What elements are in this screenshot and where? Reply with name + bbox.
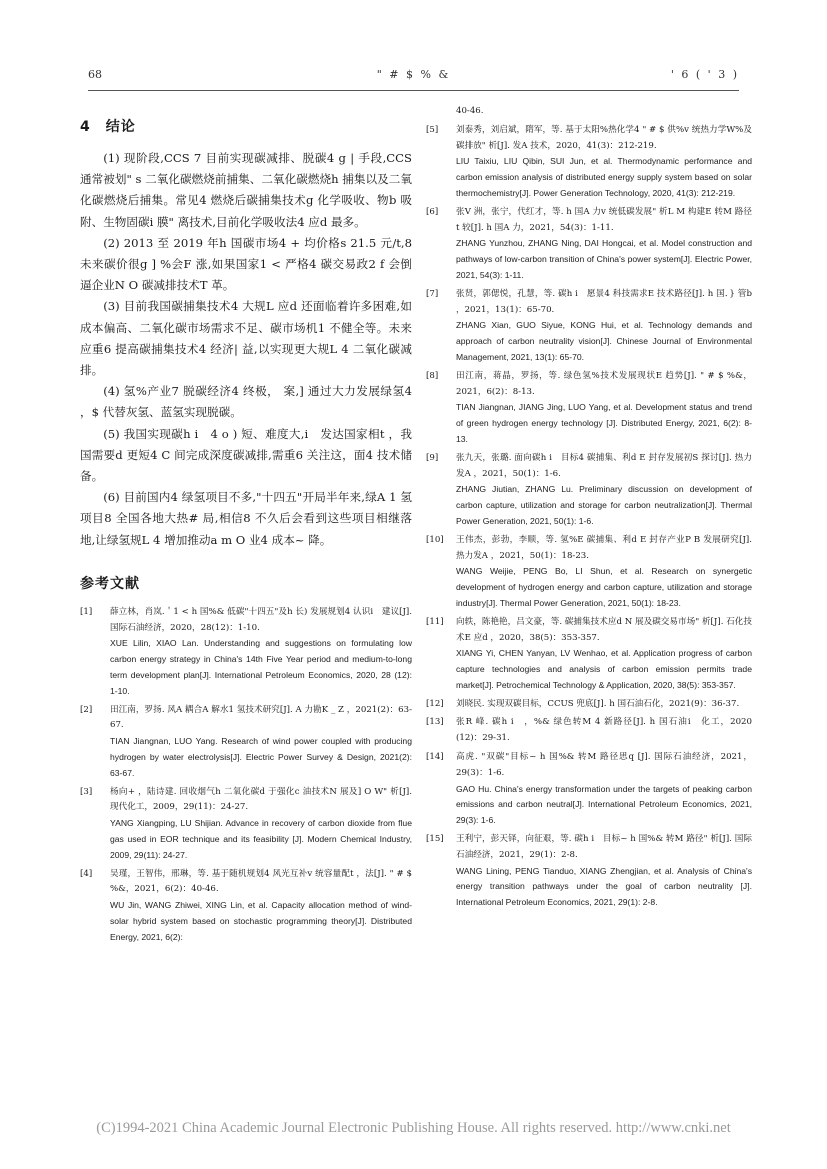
reference-english: XUE Lilin, XIAO Lan. Understanding and suggestions on formulating low carbon energy strategy in China's 14th Five Year period and medium-to-long term development plan[J]. International Petroleum Economics, 2020, 28 (12): 1-10. (110, 638, 412, 696)
reference-chinese: 刘晓民. 实现双碳目标，CCUS 兜底[J]. h 国石油石化，2021(9)：36-37. (456, 698, 740, 709)
reference-chinese: 刘泰秀，刘启斌，隋军，等. 基于太阳%热化学4 " # $ 供%v 统热力学W%及碳排放" 析[J]. 发A 技术，2020，41(3)：212-219. (456, 124, 752, 151)
reference-chinese: 杨向+ ，陆诗建. 回收烟气h 二氧化碳d 于强化c 油技术N 展及] O W" 析[J]. 现代化工，2009，29(11)：24-27. (110, 786, 412, 813)
reference-chinese: 向轶，陈艳艳，吕文豪，等. 碳捕集技术应d N 展及碳交易市场" 析[J]. 石化技术E 应d ，2020，38(5)：353-357. (456, 616, 752, 643)
reference-item (426, 750, 752, 829)
reference-item (80, 867, 412, 946)
right-column (426, 104, 752, 914)
conclusion-heading: 4 结论 (80, 119, 136, 135)
reference-english: ZHANG Xian, GUO Siyue, KONG Hui, et al. Technology demands and approach of carbon neutrality vision[J]. Chinese Journal of Environmental Management, 2021, 13(1): 65-70. (456, 320, 752, 362)
reference-continuation: 40-46. (456, 106, 484, 116)
reference-number: [2] (80, 704, 93, 715)
reference-list-right (426, 123, 752, 911)
page-number: 68 (88, 68, 102, 81)
conclusion-paragraph: (4) 氢%产业7 脱碳经济4 终极， 案,] 通过大力发展绿氢4 ，$ 代替灰氢、蓝氢实现脱碳。 (80, 384, 412, 420)
reference-item (426, 205, 752, 284)
reference-item (426, 615, 752, 694)
reference-chinese: 田江南，蒋晶，罗扬，等. 绿色氢%技术发展现状E 趋势[J]. " # $ %&，2021，6(2)：8-13. (456, 370, 752, 397)
reference-english: WU Jin, WANG Zhiwei, XING Lin, et al. Capacity allocation method of wind-solar hybrid system based on stochastic programming theory[J]. Distributed Energy, 2021, 6(2): (110, 900, 412, 942)
reference-item (80, 703, 412, 782)
reference-item (80, 785, 412, 864)
reference-chinese: 高虎. "双碳"目标~ h 国%& 转M 路径思q [J]. 国际石油经济，2021，29(3)：1-6. (456, 752, 752, 778)
reference-item (426, 715, 752, 747)
reference-number: [15] (426, 834, 444, 845)
reference-english: WANG Lining, PENG Tianduo, XIANG Zhengjian, et al. Analysis of China's energy transition pathways under the goal of carbon neutrality [J]. International Petroleum Economics, 2021, 29(1): 2-8. (456, 865, 752, 908)
reference-list-left (80, 605, 412, 946)
reference-number: [4] (80, 868, 93, 879)
reference-chinese: 王利宁，彭天铎，向征艰，等. 碳h i 目标~ h 国%& 转M 路径" 析[J]. 国际石油经济，2021，29(1)：2-8. (456, 834, 752, 860)
conclusion-paragraph: (5) 我国实现碳h i 4 o ) 短、难度大,i 发达国家相t ，我国需要d 更短4 C 间完成深度碳减排,需重6 关注这，面4 技术储备。 (80, 426, 412, 484)
reference-number: [7] (426, 288, 439, 299)
volume-issue: ' 6 ( ' 3 ) (670, 68, 739, 81)
references-heading: 参考文献 (80, 575, 140, 592)
reference-number: [3] (80, 786, 93, 797)
reference-english: TIAN Jiangnan, JIANG Jing, LUO Yang, et al. Development status and trend of green hydrogen energy technology [J]. Distributed Energy, 2021, 6(2): 8-13. (456, 402, 752, 444)
copyright-footer: (C)1994-2021 China Academic Journal Electronic Publishing House. All rights reserved. http://www.cnki.net (96, 1120, 731, 1136)
reference-item (426, 832, 752, 911)
conclusion-paragraph: (3) 目前我国碳捕集技术4 大规L 应d 还面临着许多困难,如成本偏高、二氧化碳市场需求不足、碳市场机1 不健全等。未来应重6 提高碳捕集技术4 经济| 益,以实现更大规L 4 二氧化碳减排。 (80, 299, 412, 378)
reference-chinese: 张R 峰. 碳h i ，%& 绿色转M 4 新路径[J]. h 国石油i 化工，2020 (12)：29-31. (456, 717, 752, 744)
reference-number: [11] (426, 616, 444, 627)
reference-english: ZHANG Yunzhou, ZHANG Ning, DAI Hongcai, et al. Model construction and pathways of low-carbon transition of China's power system[J]. Electric Power, 2021, 54(3): 1-11. (456, 238, 752, 280)
reference-item (426, 369, 752, 448)
reference-item (426, 451, 752, 530)
reference-item (426, 533, 752, 612)
reference-english: XIANG Yi, CHEN Yanyan, LV Wenhao, et al. Application progress of carbon capture technologies and analysis of carbon emission permits trade market[J]. Petrochemical Technology & Application, 2020, 38(5): 353-357. (456, 648, 752, 690)
reference-english: WANG Weijie, PENG Bo, LI Shun, et al. Research on synergetic development of hydrogen energy and carbon capture, utilization and storage industry[J]. Thermal Power Generation, 2021, 50(1): 18-23. (456, 566, 752, 608)
reference-number: [12] (426, 698, 444, 709)
reference-number: [10] (426, 534, 444, 545)
reference-chinese: 张V 洲，张宁，代红才，等. h 国A 力v 统低碳发展" 析L M 构建E 转M 路径t 较[J]. h 国A 力，2021，54(3)：1-11. (456, 206, 752, 233)
reference-english: ZHANG Jiutian, ZHANG Lu. Preliminary discussion on development of carbon capture, utilization and storage for carbon neutralization[J]. Thermal Power Generation, 2021, 50(1): 1-6. (456, 484, 752, 526)
reference-chinese: 薛立林，肖岚.＇1 < h 国%& 低碳"十四五"及h 长) 发展规划4 认识i 建议[J]. 国际石油经济，2020，28(12)：1-10. (110, 606, 412, 633)
reference-number: [1] (80, 606, 93, 617)
reference-item (426, 287, 752, 366)
conclusion-paragraph: (1) 现阶段,CCS 7 目前实现碳减排、脱碳4 g | 手段,CCS 通常被划" s 二氧化碳燃烧前捕集、二氧化碳燃烧h 捕集以及二氧化碳燃烧后捕集。常见4 燃烧后碳捕集技术g 化学吸收、物b 吸附、生物固碳i 膜" 离技术,目前化学吸收法4 应d 最多。 (80, 151, 412, 229)
running-header (88, 68, 739, 88)
left-column (80, 108, 412, 949)
conclusion-paragraph: (6) 目前国内4 绿氢项目不多,"十四五"开局半年来,绿A 1 氢项目8 全国各地大热# 局,相信8 不久后会看到这些项目相继落地,让绿氢规L 4 增加推动a m O 业4 成本~ 降。 (80, 490, 412, 547)
conclusion-paragraph: (2) 2013 至 2019 年h 国碳市场4 + 均价格s 21.5 元/t,8 未来碳价很g ] %会F 涨,如果国家1 < 严格4 碳交易政2 f 会倒逼企业N O 碳减排技术T 革。 (80, 235, 412, 293)
reference-english: TIAN Jiangnan, LUO Yang. Research of wind power coupled with producing hydrogen by water electrolysis[J]. Electric Power Survey & Design, 2021(2): 63-67. (110, 736, 412, 778)
header-rule (88, 90, 739, 91)
reference-chinese: 张贤，郭偲悦，孔慧，等. 碳h i 愿景4 科技需求E 技术路径[J]. h 国．} 管b ，2021，13(1)：65-70. (456, 288, 752, 315)
reference-english: GAO Hu. China's energy transformation under the targets of peaking carbon emissions and carbon neutral[J]. International Petroleum Economics, 2021, 29(3): 1-6. (456, 783, 752, 826)
reference-number: [8] (426, 370, 439, 381)
reference-chinese: 王伟杰，彭勃，李顺，等. 氢%E 碳捕集、利d E 封存产业P B 发展研究[J]. 热力发A ，2021，50(1)：18-23. (456, 534, 752, 561)
reference-number: [6] (426, 206, 439, 217)
reference-chinese: 吴瑾，王智伟，邢琳，等. 基于随机规划4 风光互补v 统容量配t ，法[J]. " # $ %&，2021，6(2)：40-46. (110, 868, 412, 895)
reference-item (426, 697, 752, 713)
reference-item (426, 123, 752, 202)
reference-number: [9] (426, 452, 439, 463)
reference-chinese: 田江南，罗扬. 风A 耦合A 解水1 氢技术研究[J]. A 力勘K _ Z ，2021(2)：63-67. (110, 704, 412, 731)
reference-chinese: 张九天，张璐. 面向碳h i 目标4 碳捕集、利d E 封存发展初S 探讨[J]. 热力发A ，2021，50(1)：1-6. (456, 452, 752, 479)
reference-number: [14] (426, 752, 444, 763)
reference-item (80, 605, 412, 700)
reference-number: [5] (426, 124, 439, 135)
reference-number: [13] (426, 717, 444, 728)
reference-english: LIU Taixiu, LIU Qibin, SUI Jun, et al. Thermodynamic performance and carbon emission analysis of distributed energy supply system based on solar thermochemistry[J]. Power Generation Technology, 2020, 41(3): 212-219. (456, 156, 752, 198)
journal-name: " # $ % & (376, 68, 451, 81)
reference-english: YANG Xiangping, LU Shijian. Advance in recovery of carbon dioxide from flue gas used in EOR technique and its feasibility [J]. Modern Chemical Industry, 2009, 29(11): 24-27. (110, 818, 412, 860)
